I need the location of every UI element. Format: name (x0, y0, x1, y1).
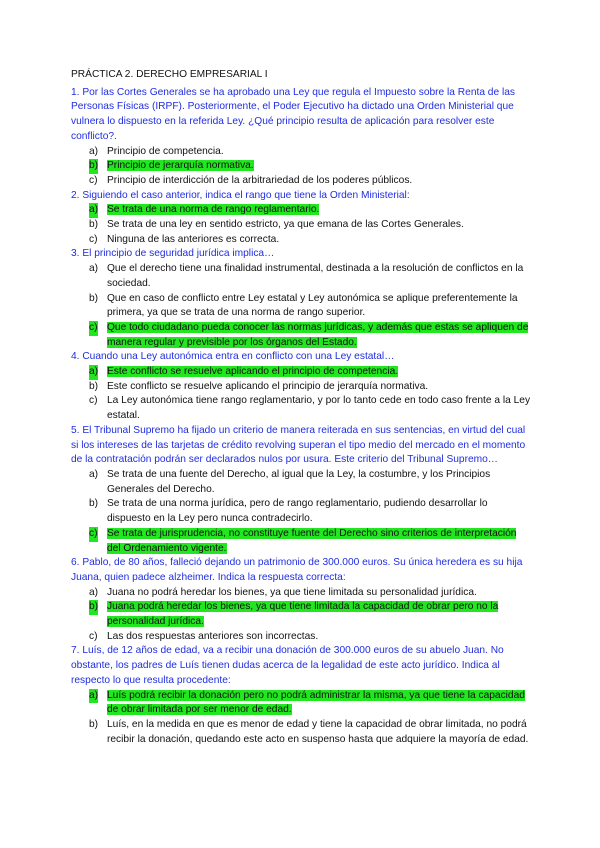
options-list (71, 203, 531, 247)
question-block (71, 644, 531, 747)
option-item (71, 262, 531, 291)
option-item-correct (71, 321, 531, 350)
option-item-correct (71, 600, 531, 629)
option-text: Juana no podrá heredar los bienes, ya que tiene limitada su personalidad jurídica. (107, 586, 477, 598)
options-list (71, 689, 531, 748)
option-letter: c) (89, 233, 98, 245)
option-text: Ninguna de las anteriores es correcta. (107, 233, 280, 245)
option-letter: c) (89, 395, 98, 407)
question-text: 5. El Tribunal Supremo ha fijado un criterio de manera reiterada en sus sentencias, en virtud del cual si los intereses de las tarjetas de crédito revolving superan el tipo medio del mercado en el momento de la contratación podrán ser declarados nulos por usura. Este criterio del Tribunal Supremo… (71, 424, 526, 466)
option-letter: b) (89, 380, 99, 392)
option-letter: a) (89, 263, 99, 275)
option-item (71, 468, 531, 497)
question-block (71, 86, 531, 189)
option-item (71, 586, 531, 601)
option-text: Se trata de una fuente del Derecho, al igual que la Ley, la costumbre, y los Principios Generales del Derecho. (107, 468, 491, 495)
option-text-highlighted: Se trata de una norma de rango reglamentario. (107, 204, 320, 216)
option-text: Este conflicto se resuelve aplicando el principio de jerarquía normativa. (107, 380, 429, 392)
option-text-highlighted: Luís podrá recibir la donación pero no podrá administrar la misma, ya que tiene la capacidad de obrar limitada por ser menor de edad. (107, 689, 525, 716)
question-block (71, 556, 531, 644)
option-text-highlighted: Que todo ciudadano pueda conocer las normas jurídicas, y además que estas se apliquen de manera regular y previsible por los órganos del Estado. (107, 321, 529, 348)
option-letter: a) (89, 145, 99, 157)
option-text: Las dos respuestas anteriores son incorrectas. (107, 630, 319, 642)
options-list (71, 365, 531, 424)
option-item (71, 630, 531, 645)
question-block (71, 247, 531, 350)
option-letter: a) (89, 586, 99, 598)
option-letter: a) (89, 203, 98, 218)
option-text: Principio de interdicción de la arbitrariedad de los poderes públicos. (107, 174, 413, 186)
option-letter: a) (89, 468, 99, 480)
document-title: PRÁCTICA 2. DERECHO EMPRESARIAL I (71, 69, 268, 80)
option-text: Luís, en la medida en que es menor de edad y tiene la capacidad de obrar limitada, no podrá recibir la donación, quedando este acto en suspenso hasta que adquiere la mayoría de edad. (107, 718, 529, 745)
options-list (71, 586, 531, 645)
options-list (71, 145, 531, 189)
option-text: Principio de competencia. (107, 145, 224, 157)
option-text: La Ley autonómica tiene rango reglamentario, y por lo tanto cede en todo caso frente a la Ley estatal. (107, 395, 531, 422)
option-text: Que el derecho tiene una finalidad instrumental, destinada a la resolución de conflictos en la sociedad. (107, 263, 524, 289)
document-content (71, 68, 531, 747)
option-letter: c) (89, 630, 98, 642)
question-text: 6. Pablo, de 80 años, falleció dejando un patrimonio de 300.000 euros. Su única heredera es su hija Juana, quien padece alzheimer. Indica la respuesta correcta: (71, 557, 523, 583)
option-letter: b) (89, 219, 99, 231)
option-text-highlighted: Juana podrá heredar los bienes, ya que tiene limitada la capacidad de obrar pero no la personalidad jurídica. (107, 601, 499, 628)
option-item (71, 218, 531, 233)
option-letter: c) (89, 174, 98, 186)
option-text-highlighted: Se trata de jurisprudencia, no constituye fuente del Derecho sino criterios de interpretación del Ordenamiento vigente. (107, 527, 517, 554)
option-item (71, 718, 531, 747)
question-text: 4. Cuando una Ley autonómica entra en conflicto con una Ley estatal… (71, 351, 395, 363)
options-list (71, 262, 531, 350)
option-item (71, 497, 531, 526)
question-text: 7. Luís, de 12 años de edad, va a recibir una donación de 300.000 euros de su abuelo Juan. No obstante, los padres de Luís tienen dudas acerca de la legalidad de este acto jurídico. Indica al respecto lo que resulta procedente: (71, 645, 504, 686)
option-item-correct (71, 527, 531, 556)
option-letter: b) (89, 600, 98, 615)
question-text: 1. Por las Cortes Generales se ha aprobado una Ley que regula el Impuesto sobre la Renta de las Personas Físicas (IRPF). Posteriormente, el Poder Ejecutivo ha dictado una Orden Ministerial que vulnera lo dispuesto en la referida Ley. ¿Qué principio resulta de aplicación para resolver este conflicto?. (71, 86, 515, 142)
question-block (71, 189, 531, 248)
option-item (71, 394, 531, 423)
option-item (71, 233, 531, 248)
option-item (71, 380, 531, 395)
question-block (71, 350, 531, 424)
option-text-highlighted: Este conflicto se resuelve aplicando el principio de competencia. (107, 366, 399, 378)
option-item-correct (71, 203, 531, 218)
option-letter: a) (89, 689, 98, 704)
option-letter: b) (89, 718, 99, 730)
option-text: Se trata de una ley en sentido estricto, ya que emana de las Cortes Generales. (107, 219, 464, 231)
question-text: 2. Siguiendo el caso anterior, indica el rango que tiene la Orden Ministerial: (71, 189, 410, 201)
option-item (71, 174, 531, 189)
option-item-correct (71, 159, 531, 174)
option-text-highlighted: Principio de jerarquía normativa. (107, 160, 254, 172)
option-text: Se trata de una norma jurídica, pero de rango reglamentario, pudiendo desarrollar lo dispuesto en la Ley pero nunca contradecirlo. (107, 498, 488, 525)
option-letter: a) (89, 365, 98, 380)
option-item (71, 292, 531, 321)
option-letter: c) (89, 527, 98, 542)
option-item-correct (71, 365, 531, 380)
question-block (71, 424, 531, 556)
option-item-correct (71, 689, 531, 718)
option-item (71, 145, 531, 160)
option-letter: b) (89, 159, 98, 174)
option-text: Que en caso de conflicto entre Ley estatal y Ley autonómica se aplique preferentemente la primera, ya que se trata de una norma de rango superior. (107, 292, 518, 319)
question-text: 3. El principio de seguridad jurídica implica… (71, 248, 275, 260)
option-letter: b) (89, 292, 99, 304)
options-list (71, 468, 531, 556)
option-letter: c) (89, 321, 98, 336)
option-letter: b) (89, 498, 99, 510)
